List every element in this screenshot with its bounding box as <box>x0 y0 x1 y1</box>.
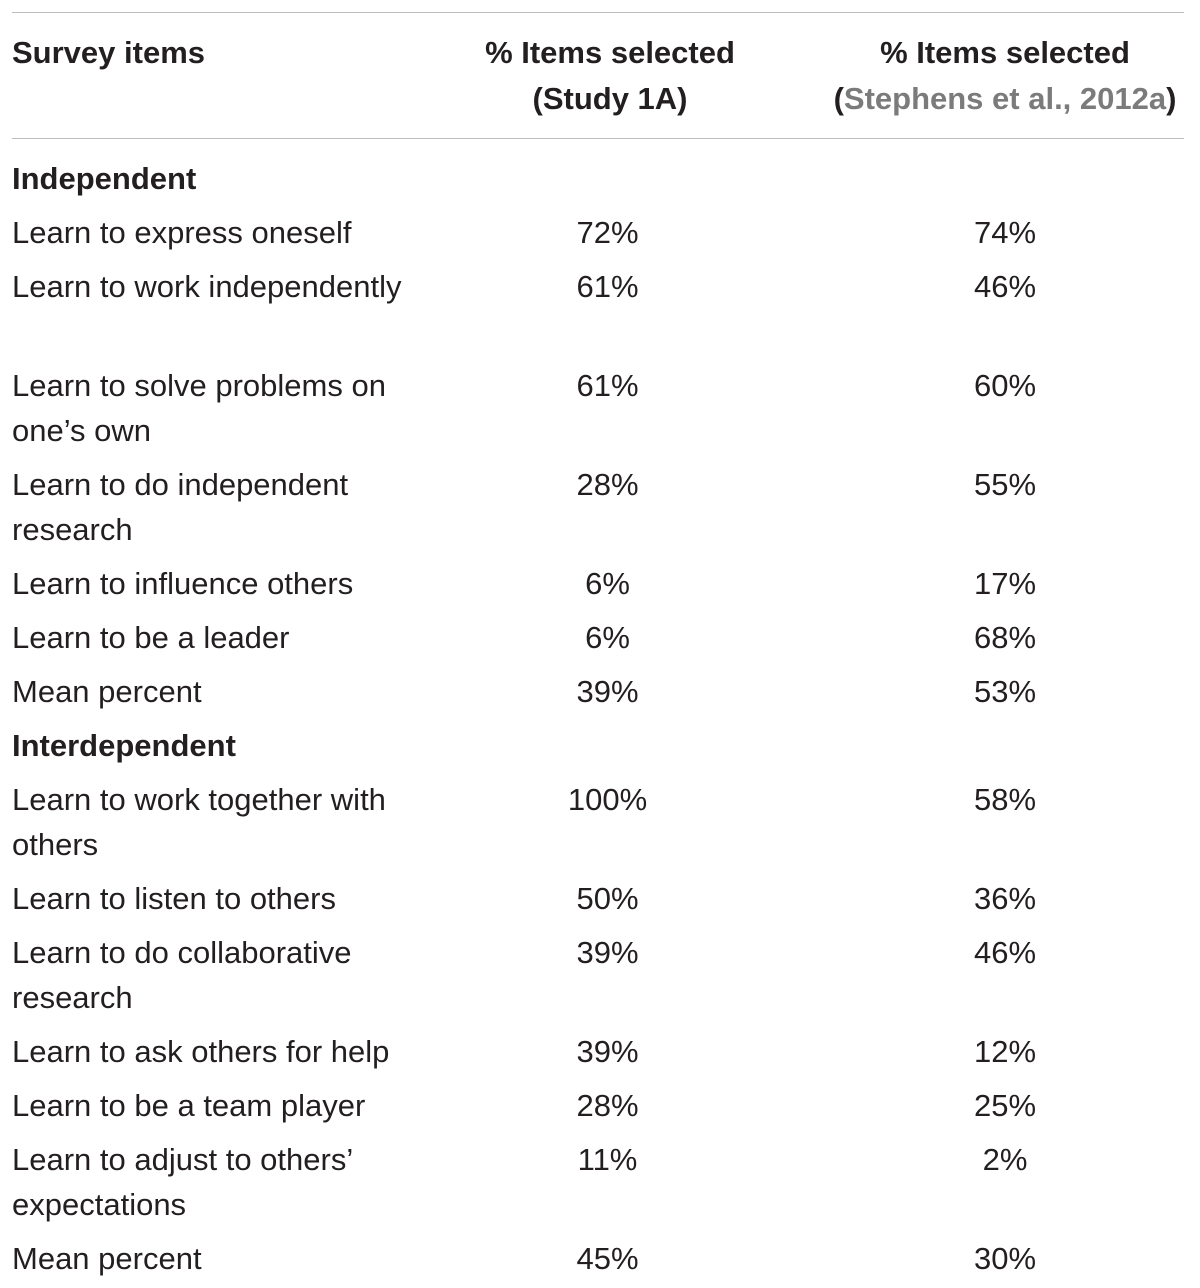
survey-item-label: Learn to express oneself <box>12 215 352 250</box>
stephens-percent: 74% <box>973 215 1037 250</box>
top-rule <box>12 12 1184 13</box>
stephens-citation-link[interactable]: Stephens et al., 2012a <box>843 81 1167 116</box>
stephens-percent: 55% <box>973 467 1037 502</box>
study-1a-percent: 50% <box>576 881 639 916</box>
survey-item-label: Learn to work together with others <box>12 782 386 862</box>
header-study-1a-line1: % Items selected <box>485 35 735 70</box>
stephens-percent: 46% <box>973 269 1037 304</box>
header-study-1a <box>420 30 800 122</box>
header-stephens-line1: % Items selected <box>880 35 1130 70</box>
stephens-percent: 30% <box>973 1241 1037 1276</box>
survey-item-label: Learn to do independent research <box>12 467 349 547</box>
survey-item-label: Learn to do collaborative research <box>12 935 352 1015</box>
section-title: Independent <box>12 161 197 196</box>
study-1a-percent: 45% <box>576 1241 639 1276</box>
survey-item-label: Learn to solve problems on one’s own <box>12 368 386 448</box>
paren-close: ) <box>1166 81 1177 116</box>
stephens-percent: 12% <box>973 1034 1037 1069</box>
stephens-percent: 58% <box>973 782 1037 817</box>
header-survey-items <box>12 30 205 76</box>
survey-item-label: Learn to be a team player <box>12 1088 366 1123</box>
header-stephens <box>810 30 1200 122</box>
study-1a-percent: 39% <box>576 1034 639 1069</box>
survey-item-label: Learn to work independently <box>12 269 402 304</box>
header-rule <box>12 138 1184 139</box>
study-1a-percent: 61% <box>576 269 639 304</box>
survey-item-label: Learn to ask others for help <box>12 1034 390 1069</box>
stephens-percent: 25% <box>973 1088 1037 1123</box>
stephens-percent: 68% <box>973 620 1037 655</box>
section-title: Interdependent <box>12 728 236 763</box>
study-1a-percent: 28% <box>576 1088 639 1123</box>
stephens-percent: 2% <box>982 1142 1028 1177</box>
stephens-percent: 46% <box>973 935 1037 970</box>
survey-item-label: Mean percent <box>12 1241 202 1276</box>
survey-item-label: Learn to listen to others <box>12 881 336 916</box>
study-1a-percent: 6% <box>585 566 630 601</box>
study-1a-percent: 100% <box>567 782 648 817</box>
stephens-percent: 60% <box>973 368 1037 403</box>
stephens-percent: 53% <box>973 674 1037 709</box>
survey-item-label: Learn to influence others <box>12 566 354 601</box>
study-1a-percent: 28% <box>576 467 639 502</box>
stephens-percent: 36% <box>973 881 1037 916</box>
header-stephens-line2 <box>810 76 1200 122</box>
study-1a-percent: 61% <box>576 368 639 403</box>
survey-item-label: Mean percent <box>12 674 202 709</box>
study-1a-percent: 39% <box>576 674 639 709</box>
survey-item-label: Learn to adjust to others’ expectations <box>12 1142 353 1222</box>
study-1a-percent: 11% <box>577 1142 638 1177</box>
paren-open: ( <box>833 81 844 116</box>
study-1a-percent: 39% <box>576 935 639 970</box>
survey-item-label: Learn to be a leader <box>12 620 290 655</box>
header-survey-items-label: Survey items <box>12 35 205 70</box>
study-1a-percent: 6% <box>585 620 630 655</box>
stephens-percent: 17% <box>973 566 1037 601</box>
header-study-1a-line2: (Study 1A) <box>532 81 688 116</box>
study-1a-percent: 72% <box>576 215 639 250</box>
